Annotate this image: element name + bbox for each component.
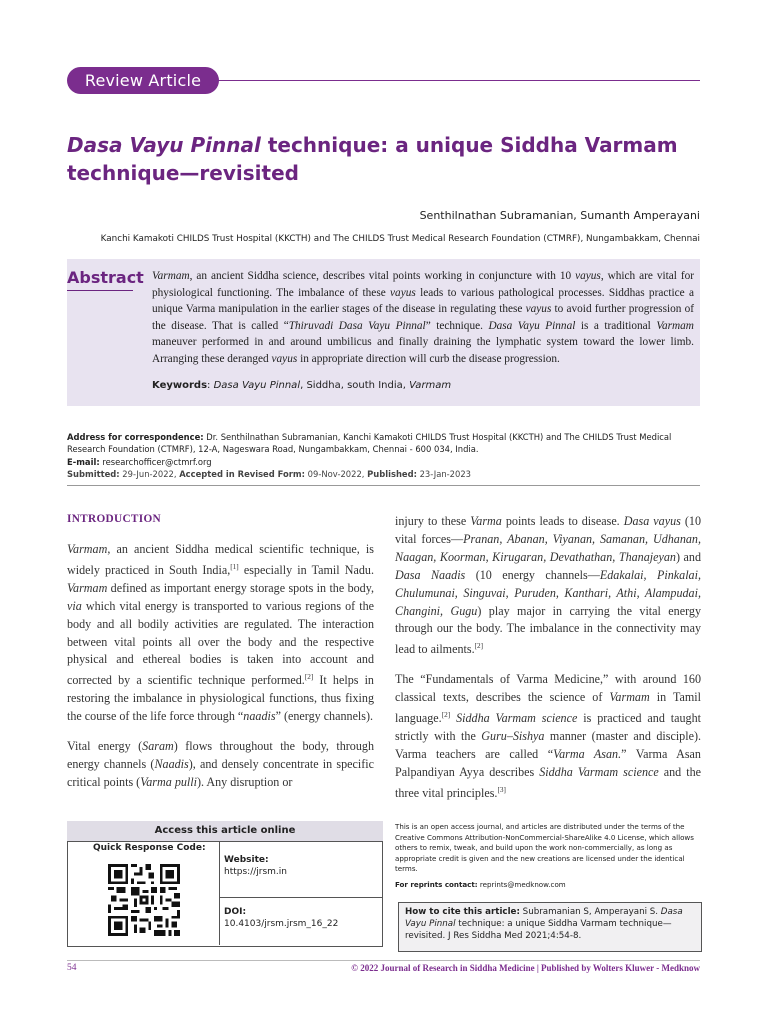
doi-link[interactable]: 10.4103/jrsm.jrsm_16_22 <box>224 919 339 929</box>
article-title <box>67 131 707 187</box>
website-link[interactable]: https://jrsm.in <box>224 867 287 877</box>
citation-label: How to cite this article: <box>405 907 520 917</box>
abstract-heading: Abstract <box>67 268 144 287</box>
paragraph: injury to these Varma points leads to disease. Dasa vayus (10 vital forces—Pranan, Abanan, Viyanan, Samanan, Udhanan, Naagan, Koorman, Kirugaran, Devathathan, Thanajeyan) and Dasa Naadis (10 energy channels—Edakalai, Pinkalai, Chulumunai, Singuvai, Puruden, Kanthari, Athi, Alampudai, Changini, Gugu) play major in carrying the vital energy through our the body. The imbalance in the connectivity may lead to ailments.[2] <box>395 514 702 657</box>
license-text: This is an open access journal, and articles are distributed under the terms of the Creative Commons Attribution-NonCommercial-ShareAlike 4.0 License, which allows others to remix, tweak, and build upon the work non-commercially, as long as appropriate credit is given and the new creations are licensed under the identical terms. <box>395 822 694 873</box>
divider <box>67 485 700 486</box>
footer-credit: © 2022 Journal of Research in Siddha Medicine | Published by Wolters Kluwer - Medknow <box>351 963 700 973</box>
keywords: Keywords: Dasa Vayu Pinnal, Siddha, south India, Varmam <box>152 380 452 391</box>
author-list: Senthilnathan Subramanian, Sumanth Amperayani <box>419 209 700 222</box>
divider <box>219 841 220 945</box>
affiliation: Kanchi Kamakoti CHILDS Trust Hospital (KKCTH) and The CHILDS Trust Medical Research Foundation (CTMRF), Nungambakkam, Chennai <box>100 234 700 244</box>
abstract-heading-rule <box>67 290 133 291</box>
abstract-text: Varmam, an ancient Siddha science, describes vital points working in conjuncture with 10 vayus, which are vital for physiological functioning. The imbalance of these vayus leads to various pathological processes. Siddhas practice a unique Varma manipulation in the earlier stages of the disease in regulating these vayus to avoid further progression of the disease. That is called “Thiruvadi Dasa Vayu Pinnal” technique. Dasa Vayu Pinnal is a traditional Varmam maneuver performed in and around umbilicus and finally draining the lymphatic system toward the lower limb. Arranging these deranged vayus in appropriate direction will curb the disease progression. <box>152 270 695 365</box>
section-heading-introduction: INTRODUCTION <box>67 513 161 525</box>
qr-label: Quick Response Code: <box>93 843 206 853</box>
page-number: 54 <box>67 963 77 973</box>
correspondence-address: Dr. Senthilnathan Subramanian, Kanchi Kamakoti CHILDS Trust Hospital (KKCTH) and The CHILDS Trust Medical Research Foundation (CTMRF), 12-A, Nageswara Road, Nungambakkam, Chennai - 600 034, India. <box>67 432 672 455</box>
footer-rule <box>67 960 700 961</box>
article-title-rest: technique: a unique Siddha Varmam technique—revisited <box>67 133 678 185</box>
reprints-email[interactable]: reprints@medknow.com <box>477 880 566 889</box>
article-title-italic: Dasa Vayu Pinnal <box>67 133 261 157</box>
divider <box>220 897 383 898</box>
paragraph: Varmam, an ancient Siddha medical scientific technique, is widely practiced in South India,[1] especially in Tamil Nadu. Varmam defined as important energy storage spots in the body, via which vital energy is transported to various regions of the body and all bodily activities are regulated. The interaction between vital points all over the body and the respective physical and ethereal bodies is taken into account and corrected by a scientific technique performed.[2] It helps in restoring the imbalance in physiological functions, thus fixing the course of the life force through “naadis” (energy channels). <box>67 542 374 724</box>
access-box-heading: Access this article online <box>67 821 383 842</box>
body-column-left <box>67 541 374 792</box>
citation-box: How to cite this article: Subramanian S, Amperayani S. Dasa Vayu Pinnal technique: a unique Siddha Varmam technique—revisited. J Res Siddha Med 2021;4:54-8. <box>398 902 702 952</box>
paragraph: Vital energy (Saram) flows throughout the body, through energy channels (Naadis), and densely concentrate in specific critical points (Varma pulli). Any disruption or <box>67 739 374 789</box>
qr-code-icon[interactable] <box>108 864 180 936</box>
correspondence-block: Address for correspondence: Dr. Senthilnathan Subramanian, Kanchi Kamakoti CHILDS Trust Hospital (KKCTH) and The CHILDS Trust Medical Research Foundation (CTMRF), 12-A, Nageswara Road, Nungambakkam, Chennai - 600 034, India. E-mail: researchofficer@ctmrf.org Submitted: 29-Jun-2022, Accepted in Revised Form: 09-Nov-2022, Published: 23-Jan-2023 <box>67 432 672 480</box>
keywords-list: Dasa Vayu Pinnal, Siddha, south India, Varmam <box>213 380 452 391</box>
reprints-contact: For reprints contact: reprints@medknow.com <box>395 880 566 889</box>
section-label: Review Article <box>67 67 219 94</box>
header-rule <box>200 80 700 81</box>
doi-label: DOI: <box>224 907 247 917</box>
body-column-right <box>395 513 701 803</box>
website-label: Website: <box>224 855 269 865</box>
paragraph: The “Fundamentals of Varma Medicine,” with around 160 classical texts, describes the science of Varmam in Tamil language.[2] Siddha Varmam science is practiced and taught strictly with the Guru–Sishya manner (master and disciple). Varma teachers are called “Varma Asan.” Varma Asan Palpandiyan Ayya describes Siddha Varmam science and the three vital principles.[3] <box>395 672 702 800</box>
keywords-label: Keywords <box>152 380 208 391</box>
correspondence-email[interactable]: researchofficer@ctmrf.org <box>99 456 212 467</box>
